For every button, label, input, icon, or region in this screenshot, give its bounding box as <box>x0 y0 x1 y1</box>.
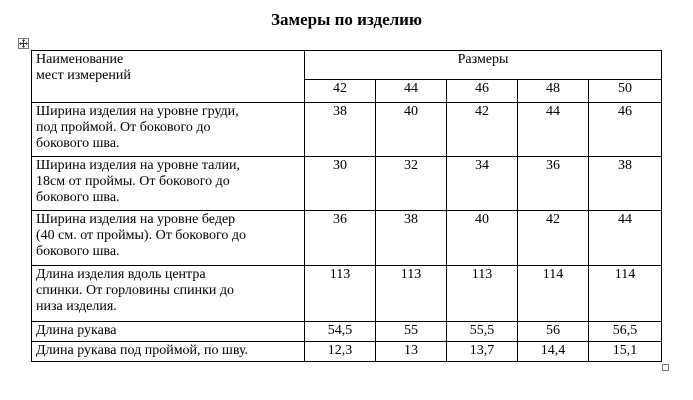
value-cell: 34 <box>447 157 518 211</box>
measurement-name-line: бокового шва. <box>36 244 120 259</box>
value-cell: 56,5 <box>589 322 662 342</box>
measurement-name-line: низа изделия. <box>36 299 117 314</box>
value-cell: 38 <box>305 103 376 157</box>
value-cell: 13,7 <box>447 342 518 362</box>
measurement-name-cell <box>32 342 305 362</box>
measurement-name-cell <box>32 266 305 322</box>
measurements-table <box>31 50 662 362</box>
value-cell: 42 <box>447 103 518 157</box>
measurement-name-line: бокового шва. <box>36 190 120 205</box>
table-resize-handle[interactable] <box>662 364 669 371</box>
measurement-name-line: бокового шва. <box>36 136 120 151</box>
table-move-handle-icon[interactable] <box>18 38 29 49</box>
size-header-cell: 46 <box>447 80 518 103</box>
measurement-name-line: Ширина изделия на уровне талии, <box>36 158 240 173</box>
value-cell: 36 <box>305 211 376 266</box>
value-cell: 38 <box>376 211 447 266</box>
value-cell: 12,3 <box>305 342 376 362</box>
value-cell: 40 <box>376 103 447 157</box>
table-row <box>32 322 662 342</box>
value-cell: 46 <box>589 103 662 157</box>
table-header-row <box>32 51 662 80</box>
measurement-name-line: Ширина изделия на уровне бедер <box>36 212 236 227</box>
document-title: Замеры по изделию <box>271 10 422 29</box>
table-row <box>32 157 662 211</box>
header-measurement-name-cell <box>32 51 305 103</box>
size-header-cell: 50 <box>589 80 662 103</box>
measurement-name-line: под проймой. От бокового до <box>36 120 211 135</box>
value-cell: 114 <box>589 266 662 322</box>
value-cell: 42 <box>518 211 589 266</box>
measurement-name-cell <box>32 103 305 157</box>
value-cell: 113 <box>376 266 447 322</box>
value-cell: 13 <box>376 342 447 362</box>
measurement-name-cell <box>32 211 305 266</box>
measurement-name-line: Длина рукава под проймой, по шву. <box>36 343 249 358</box>
value-cell: 36 <box>518 157 589 211</box>
value-cell: 55 <box>376 322 447 342</box>
value-cell: 56 <box>518 322 589 342</box>
size-header-cell: 42 <box>305 80 376 103</box>
table-row <box>32 103 662 157</box>
measurement-name-line: Длина изделия вдоль центра <box>36 267 206 282</box>
value-cell: 14,4 <box>518 342 589 362</box>
measurement-name-line: спинки. От горловины спинки до <box>36 283 235 298</box>
value-cell: 44 <box>589 211 662 266</box>
value-cell: 32 <box>376 157 447 211</box>
size-header-cell: 48 <box>518 80 589 103</box>
value-cell: 30 <box>305 157 376 211</box>
measurement-name-line: (40 см. от проймы). От бокового до <box>36 228 247 243</box>
measurement-name-cell <box>32 322 305 342</box>
value-cell: 38 <box>589 157 662 211</box>
measurement-name-line: Ширина изделия на уровне груди, <box>36 104 239 119</box>
table-row <box>32 266 662 322</box>
measurement-name-line: Длина рукава <box>36 323 117 338</box>
value-cell: 54,5 <box>305 322 376 342</box>
measurement-name-cell <box>32 157 305 211</box>
measurement-name-line: 18см от проймы. От бокового до <box>36 174 230 189</box>
value-cell: 114 <box>518 266 589 322</box>
value-cell: 55,5 <box>447 322 518 342</box>
table-row <box>32 342 662 362</box>
value-cell: 113 <box>305 266 376 322</box>
value-cell: 44 <box>518 103 589 157</box>
value-cell: 113 <box>447 266 518 322</box>
header-name-line: мест измерений <box>36 68 131 83</box>
value-cell: 15,1 <box>589 342 662 362</box>
header-name-line: Наименование <box>36 52 124 67</box>
header-sizes-cell: Размеры <box>305 51 662 80</box>
value-cell: 40 <box>447 211 518 266</box>
size-header-cell: 44 <box>376 80 447 103</box>
table-row <box>32 211 662 266</box>
